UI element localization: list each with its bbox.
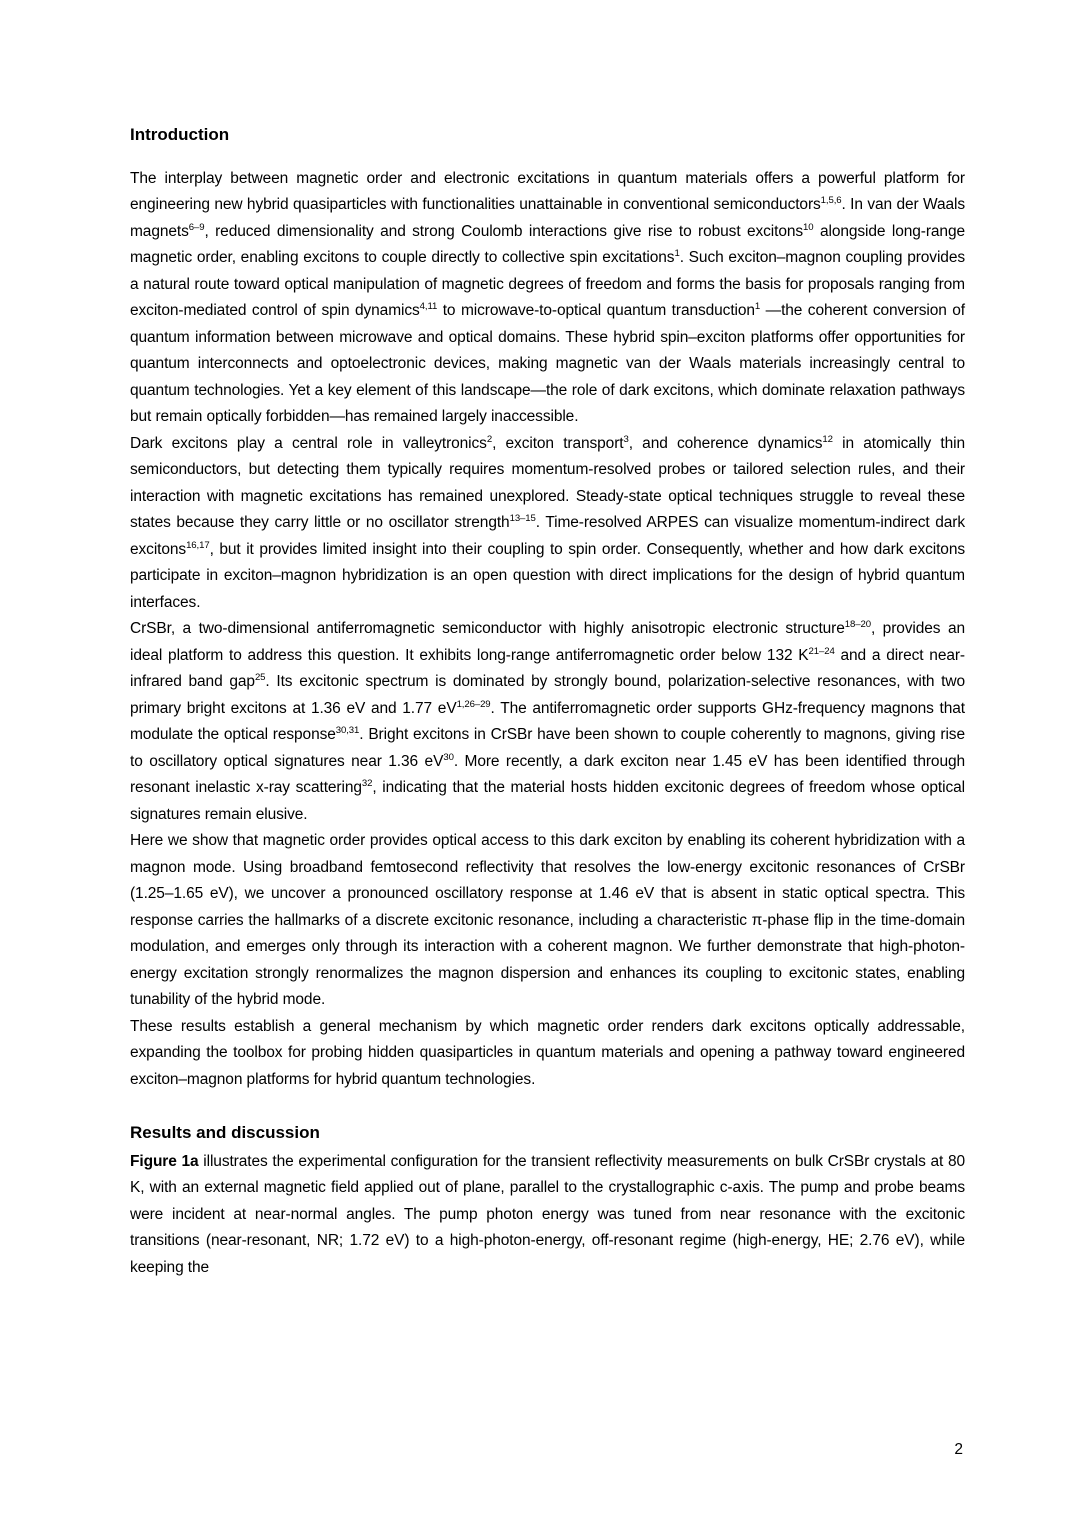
citation-superscript: 1,5,6 [820, 194, 842, 206]
text-run: to microwave-to-optical quantum transduction [437, 302, 755, 319]
section-heading-results-and-discussion: Results and discussion [130, 1123, 320, 1142]
text-run: alongside long-range magnetic order, enabling excitons to couple directly to collective spin excitations [130, 222, 965, 266]
citation-superscript: 21–24 [808, 645, 835, 657]
citation-superscript: 1 [754, 300, 761, 312]
citation-superscript: 12 [822, 433, 833, 445]
results-body [130, 1149, 965, 1282]
text-run: —the coherent conversion of quantum information between microwave and optical domains. These hybrid spin–exciton platforms offer opportunities for quantum interconnects and optoelectronic devices, making magnetic van der Waals materials increasingly central to quantum technologies. Yet a key element of this landscape—the role of dark excitons, which dominate relaxation pathways but remain optically forbidden—has remained largely inaccessible. [130, 302, 965, 425]
citation-superscript: 32 [361, 777, 373, 789]
paragraph [130, 1014, 965, 1094]
text-run: . Bright excitons in CrSBr have been shown to couple coherently to magnons, giving rise to oscillatory optical signatures near 1.36 eV [130, 726, 965, 770]
paragraph [130, 616, 965, 828]
text-run: , indicating that the material hosts hidden excitonic degrees of freedom whose optical signatures remain elusive. [130, 779, 965, 823]
citation-superscript: 2 [486, 433, 493, 445]
bold-run: Figure 1a [130, 1152, 199, 1170]
citation-superscript: 6–9 [188, 221, 205, 233]
text-run: CrSBr, a two-dimensional antiferromagnetic semiconductor with highly anisotropic electronic structure [130, 620, 845, 637]
paragraph [130, 431, 965, 617]
text-run: . More recently, a dark exciton near 1.45 eV has been identified through resonant inelastic x-ray scattering [130, 752, 966, 796]
paragraph [130, 166, 965, 431]
citation-superscript: 25 [254, 671, 266, 683]
text-run: . The antiferromagnetic order supports GHz-frequency magnons that modulate the optical response [130, 699, 965, 743]
citation-superscript: 10 [803, 221, 814, 233]
citation-superscript: 4,11 [419, 300, 438, 312]
citation-superscript: 1,26–29 [456, 698, 491, 710]
text-run: . Such exciton–magnon coupling provides a natural route toward optical manipulation of magnetic degrees of freedom and forms the basis for proposals ranging from exciton-mediated control of spin dynamics [130, 249, 965, 319]
text-run: These results establish a general mechanism by which magnetic order renders dark excitons optically addressable, expanding the toolbox for probing hidden quasiparticles in quantum materials and opening a pathway toward engineered exciton–magnon platforms for hybrid quantum technologies. [130, 1017, 965, 1088]
citation-superscript: 30 [443, 751, 454, 763]
text-run: Here we show that magnetic order provides optical access to this dark exciton by enabling its coherent hybridization with a magnon mode. Using broadband femtosecond reflectivity that resolves the low-energy excitonic resonances of CrSBr (1.25–1.65 eV), we uncover a pronounced oscillatory response at 1.46 eV that is absent in static optical spectra. This response carries the hallmarks of a discrete excitonic resonance, including a characteristic π-phase flip in the time-domain modulation, and emerges only through its interaction with a coherent magnon. We further demonstrate that high-photon-energy excitation strongly renormalizes the magnon dispersion and enhances its coupling to excitonic states, enabling tunability of the hybrid mode. [130, 832, 965, 1008]
text-run: , but it provides limited insight into their coupling to spin order. Consequently, whether and how dark excitons participate in exciton–magnon hybridization is an open question with direct implications for the design of hybrid quantum interfaces. [130, 540, 965, 611]
text-run: Dark excitons play a central role in valleytronics [130, 434, 487, 452]
citation-superscript: 3 [623, 433, 629, 445]
text-run: . Its excitonic spectrum is dominated by strongly bound, polarization-selective resonances, with two primary bright excitons at 1.36 eV and 1.77 eV [130, 673, 966, 717]
page-number: 2 [954, 1440, 963, 1458]
text-run: illustrates the experimental configuration for the transient reflectivity measurements on bulk CrSBr crystals at 80 K, with an external magnetic field applied out of plane, parallel to the crystallographic c-axis. The pump and probe beams were incident at near-normal angles. The pump photon energy was tuned from near resonance with the excitonic transitions (near-resonant, NR; 1.72 eV) to a high-photon-energy, off-resonant regime (high-energy, HE; 2.76 eV), while keeping the [130, 1152, 966, 1276]
text-run: , reduced dimensionality and strong Coulomb interactions give rise to robust excitons [204, 222, 804, 240]
paragraph [130, 1149, 965, 1282]
section-heading-introduction: Introduction [130, 125, 230, 144]
introduction-body [130, 166, 965, 1094]
citation-superscript: 16,17 [186, 539, 210, 551]
text-run: , and coherence dynamics [628, 434, 823, 452]
text-run: . In van der Waals magnets [130, 196, 965, 240]
text-run: . Time-resolved ARPES can visualize momentum-indirect dark excitons [130, 514, 965, 558]
paragraph [130, 828, 965, 1014]
citation-superscript: 13–15 [509, 512, 536, 524]
citation-superscript: 1 [674, 247, 680, 259]
text-run: and a direct near-infrared band gap [130, 646, 965, 690]
citation-superscript: 30,31 [335, 724, 360, 736]
text-run: in atomically thin semiconductors, but detecting them typically requires momentum-resolved probes or tailored selection rules, and their interaction with magnetic excitations has remained unexplored. Steady-state optical techniques struggle to reveal these states because they carry little or no oscillator strength [130, 434, 965, 531]
text-run: The interplay between magnetic order and electronic excitations in quantum materials offers a powerful platform for engineering new hybrid quasiparticles with functionalities unattainable in conventional semiconductors [130, 169, 965, 213]
text-run: , exciton transport [492, 434, 624, 452]
text-run: , provides an ideal platform to address this question. It exhibits long-range antiferromagnetic order below 132 K [130, 620, 966, 664]
citation-superscript: 18–20 [844, 618, 871, 630]
